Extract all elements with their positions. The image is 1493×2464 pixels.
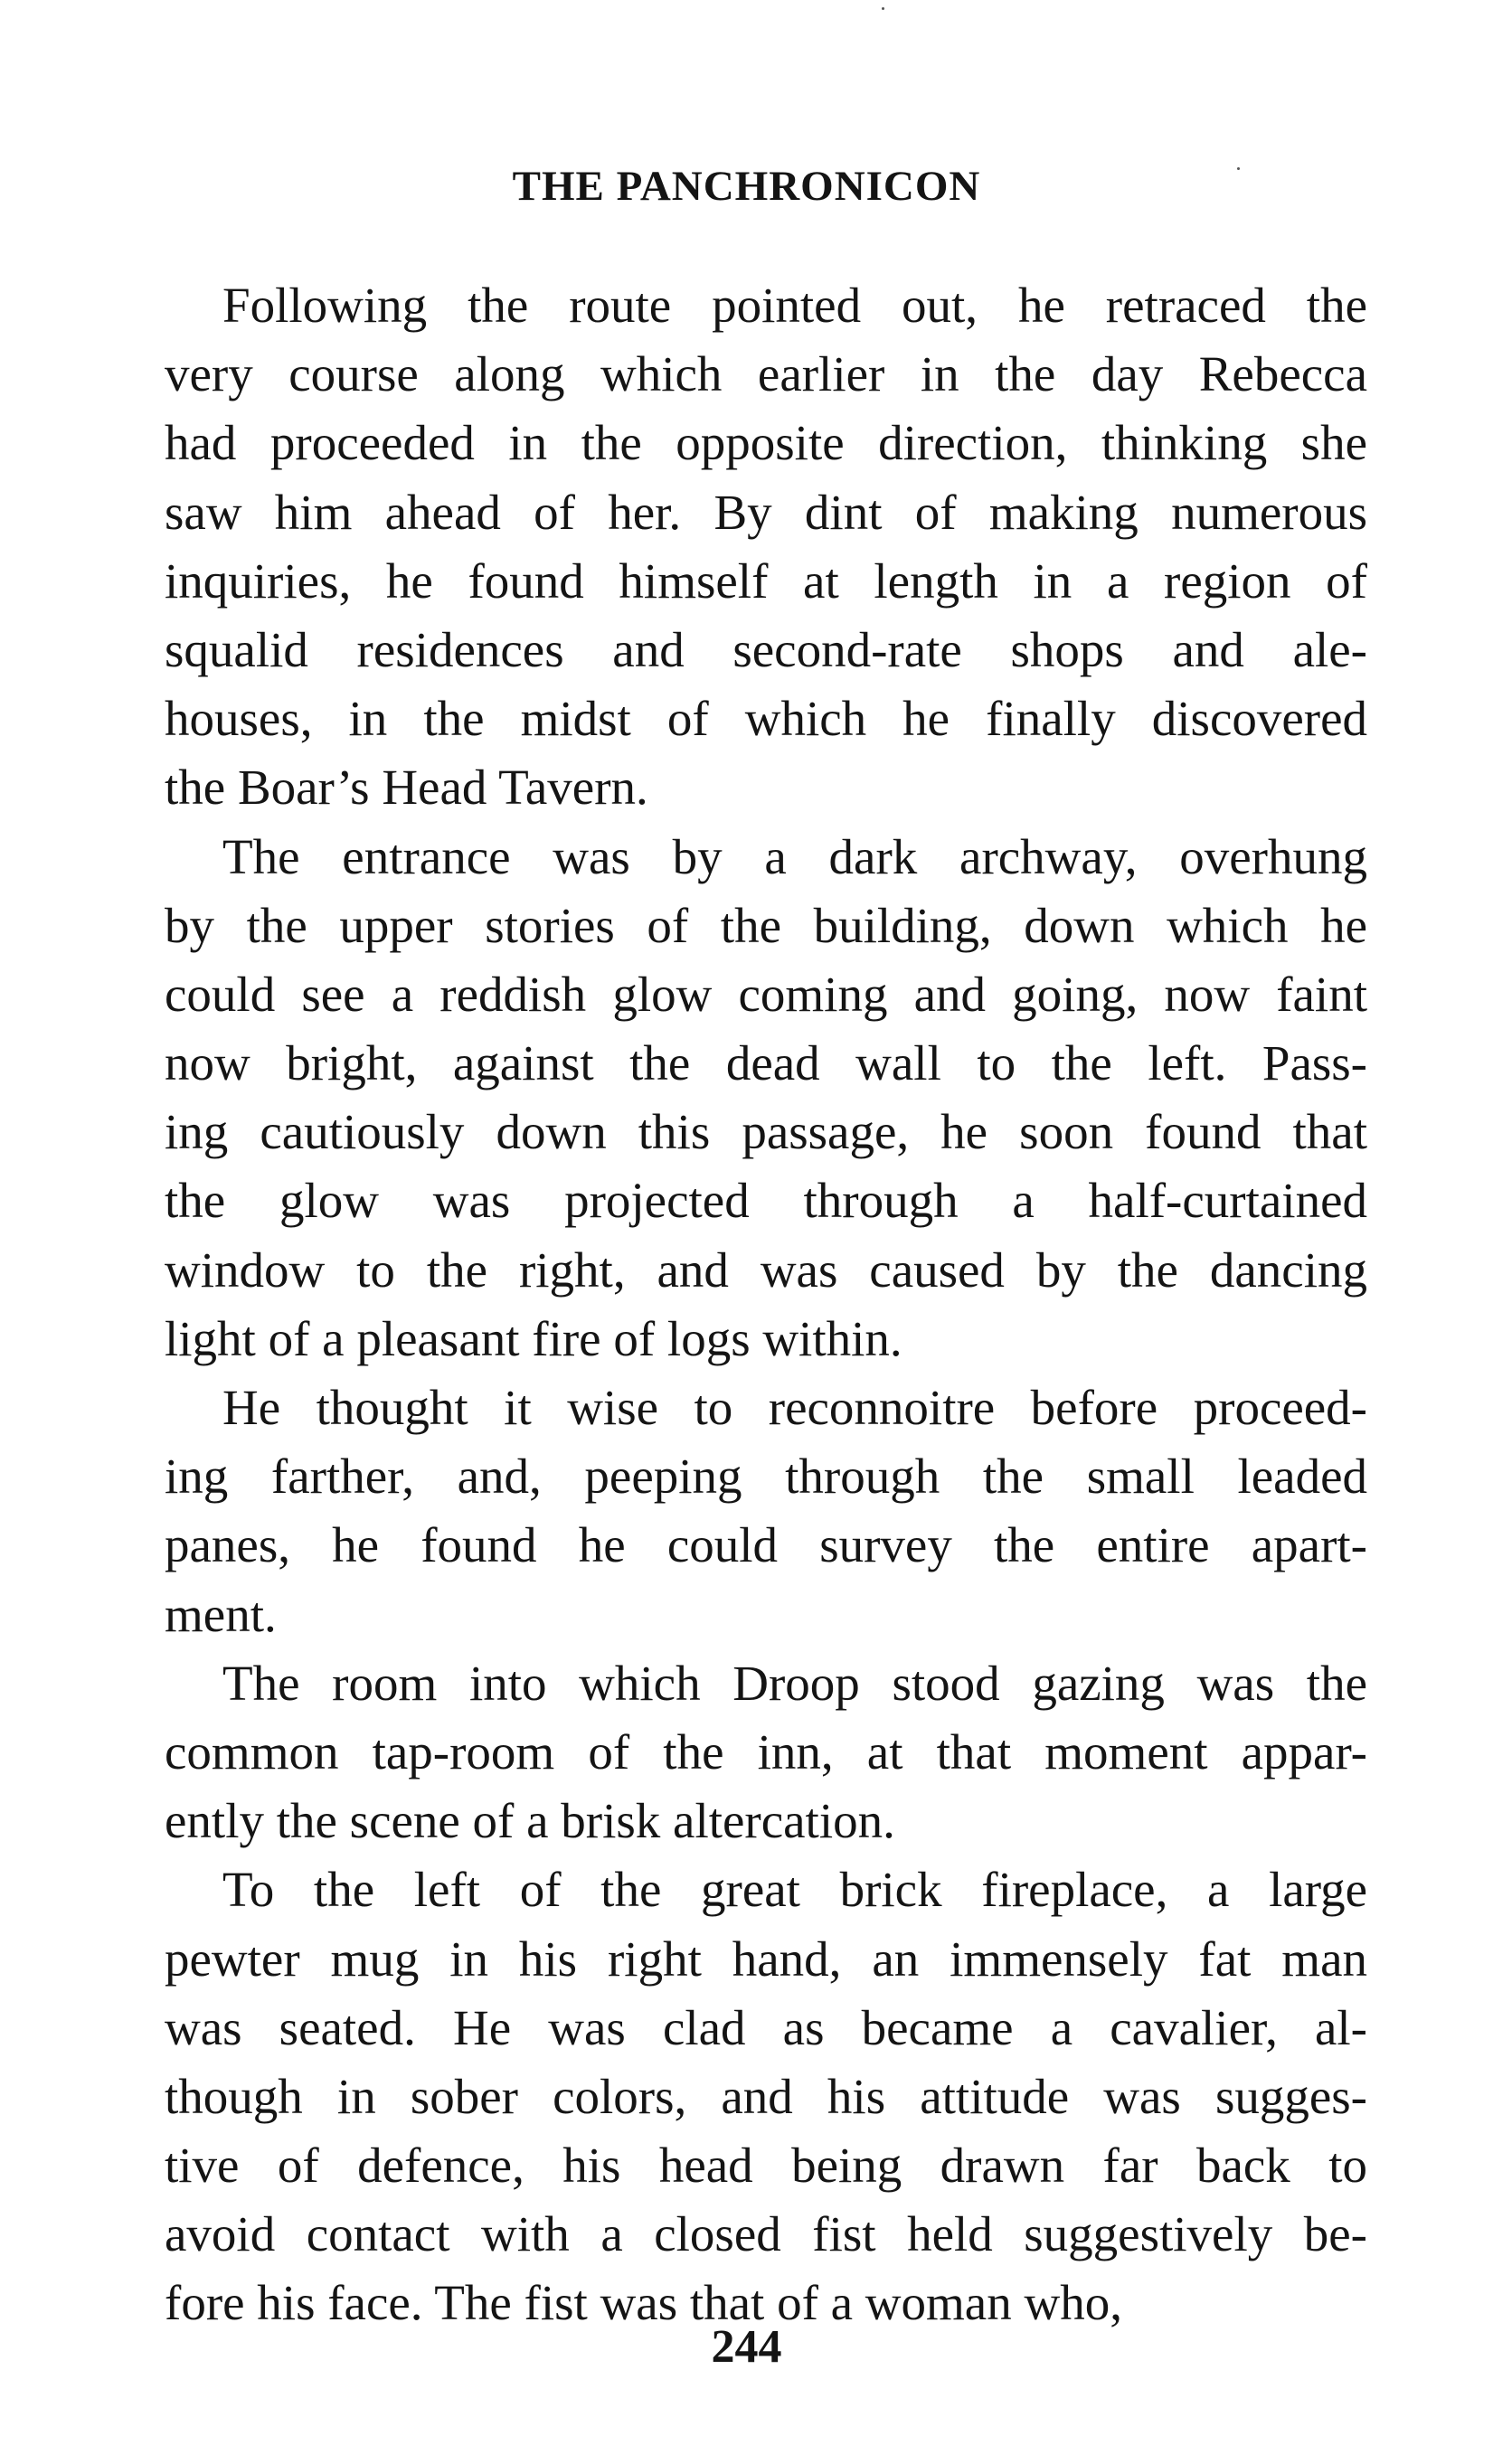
text-line: window to the right, and was caused by the dancing <box>165 1241 1367 1298</box>
paragraph <box>165 1374 1367 1649</box>
text-line: inquiries, he found himself at length in a region of <box>165 552 1367 609</box>
text-line: squalid residences and second-rate shops and ale- <box>165 621 1367 677</box>
text-line: fore his face. The fist was that of a woman who, <box>165 2275 1122 2331</box>
text-line: He thought it wise to reconnoitre before proceed- <box>222 1380 1367 1435</box>
text-line: the Boar’s Head Tavern. <box>165 760 648 816</box>
text-line: the glow was projected through a half-curtained <box>165 1173 1367 1229</box>
text-line: very course along which earlier in the day Rebecca <box>165 346 1367 402</box>
text-line: tive of defence, his head being drawn far back to <box>165 2138 1367 2194</box>
text-line: avoid contact with a closed fist held suggestively be- <box>165 2206 1367 2262</box>
text-line: now bright, against the dead wall to the left. Pass- <box>165 1035 1367 1091</box>
paragraph <box>165 271 1367 823</box>
text-line: The room into which Droop stood gazing was the <box>222 1655 1367 1711</box>
text-line: ing farther, and, peeping through the small leaded <box>165 1449 1367 1505</box>
print-speck <box>882 7 884 10</box>
text-line: The entrance was by a dark archway, overhung <box>222 828 1367 884</box>
text-line: though in sober colors, and his attitude was sugges- <box>165 2068 1367 2124</box>
text-line: houses, in the midst of which he finally discovered <box>165 691 1367 747</box>
text-line: ently the scene of a brisk altercation. <box>165 1793 895 1849</box>
text-line: Following the route pointed out, he retraced the <box>222 278 1367 333</box>
running-header: THE PANCHRONICON <box>512 163 981 210</box>
text-line: To the left of the great brick fireplace, a large <box>222 1862 1367 1918</box>
page-number: 244 <box>711 2321 782 2373</box>
text-line: by the upper stories of the building, down which he <box>165 897 1367 953</box>
paragraph <box>165 823 1367 1374</box>
text-line: pewter mug in his right hand, an immensely fat man <box>165 1931 1367 1987</box>
text-line: ment. <box>165 1586 277 1642</box>
paragraph <box>165 1649 1367 1856</box>
text-line: saw him ahead of her. By dint of making numerous <box>165 484 1367 540</box>
text-line: light of a pleasant fire of logs within. <box>165 1310 902 1366</box>
page-body <box>165 271 1367 2338</box>
text-line: was seated. He was clad as became a cavalier, al- <box>165 1999 1367 2055</box>
text-line: could see a reddish glow coming and going, now faint <box>165 966 1367 1022</box>
text-line: panes, he found he could survey the entire apart- <box>165 1517 1367 1573</box>
paragraph <box>165 1855 1367 2337</box>
text-line: had proceeded in the opposite direction, thinking she <box>165 415 1367 471</box>
text-line: common tap-room of the inn, at that moment appar- <box>165 1723 1367 1780</box>
text-line: ing cautiously down this passage, he soon found that <box>165 1104 1367 1160</box>
